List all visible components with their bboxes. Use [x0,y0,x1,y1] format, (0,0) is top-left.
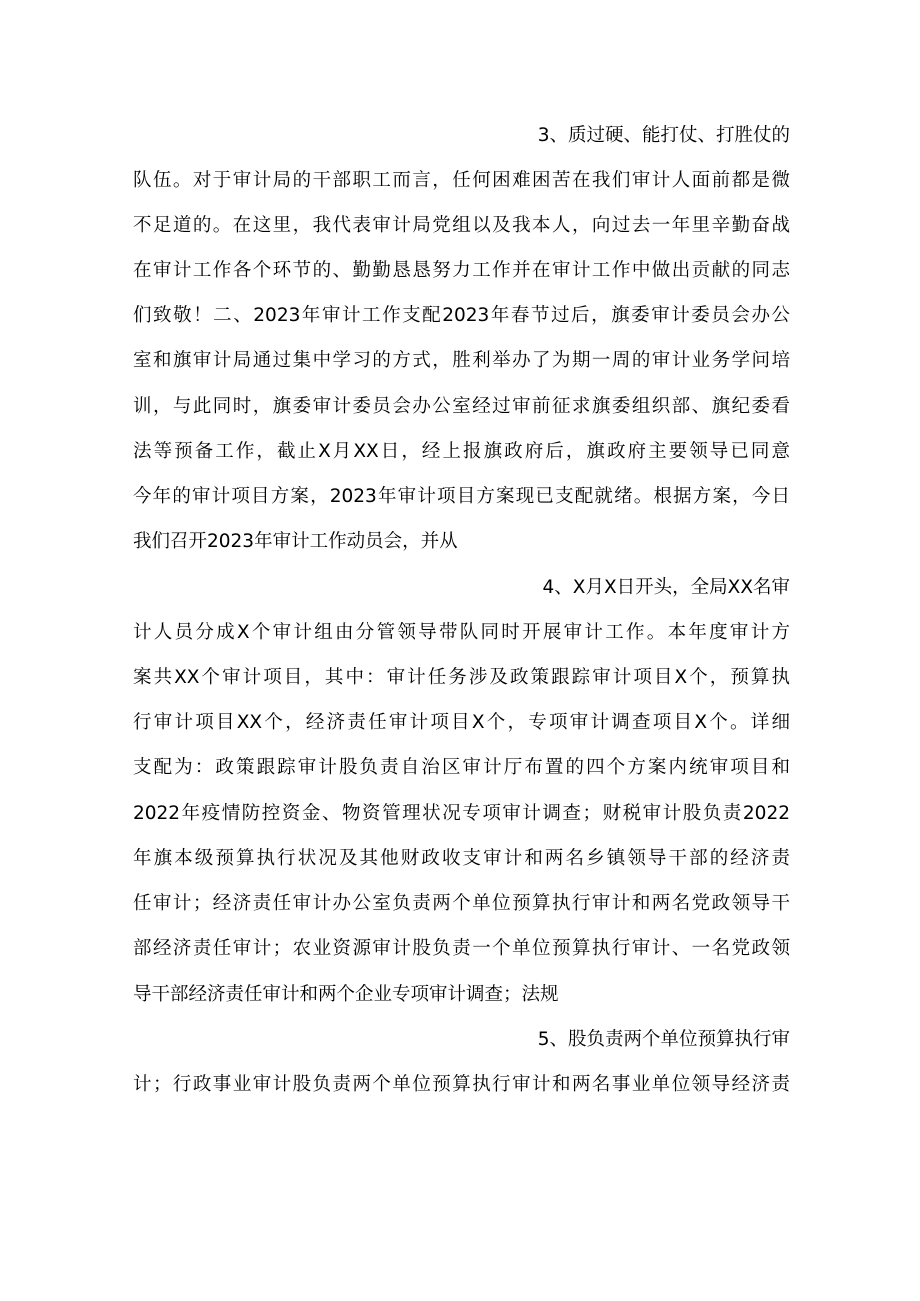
paragraph-line: 今年的审计项目方案，2023年审计项目方案现已支配就绪。根据方案，今日 [133,486,790,507]
paragraph-line: 案共XX个审计项目，其中：审计任务涉及政策跟踪审计项目X个，预算执 [133,667,790,688]
paragraph-line: 计人员分成X个审计组由分管领导带队同时开展审计工作。本年度审计方 [133,622,790,643]
paragraph-line: 任审计；经济责任审计办公室负责两个单位预算执行审计和两名党政领导干 [133,893,790,914]
paragraph-line: 部经济责任审计；农业资源审计股负责一个单位预算执行审计、一名党政领 [133,938,790,959]
paragraph-line: 们致敬！二、2023年审计工作支配2023年春节过后，旗委审计委员会办公 [133,305,790,326]
paragraph-line: 年旗本级预算执行状况及其他财政收支审计和两名乡镇领导干部的经济责 [133,848,790,869]
paragraph-line: 室和旗审计局通过集中学习的方式，胜利举办了为期一周的审计业务学问培 [133,350,790,371]
paragraph-line: 5、股负责两个单位预算执行审 [537,1029,790,1050]
paragraph-line: 3、质过硬、能打仗、打胜仗的 [537,125,790,146]
paragraph-line: 行审计项目XX个，经济责任审计项目X个，专项审计调查项目X个。详细 [133,712,790,733]
paragraph-line: 法等预备工作，截止X月XX日，经上报旗政府后，旗政府主要领导已同意 [133,441,790,462]
paragraph-line: 2022年疫情防控资金、物资管理状况专项审计调查；财税审计股负责2022 [133,803,790,824]
paragraph-line: 在审计工作各个环节的、勤勤恳恳努力工作并在审计工作中做出贡献的同志 [133,260,790,281]
paragraph-line: 支配为：政策跟踪审计股负责自治区审计厅布置的四个方案内统审项目和 [133,757,790,778]
paragraph-line: 我们召开2023年审计工作动员会，并从 [133,531,458,552]
paragraph-line: 计；行政事业审计股负责两个单位预算执行审计和两名事业单位领导经济责 [133,1074,790,1095]
paragraph-line: 4、X月X日开头，全局XX名审 [542,577,790,598]
paragraph-line: 导干部经济责任审计和两个企业专项审计调查；法规 [133,984,559,1005]
paragraph-line: 训，与此同时，旗委审计委员会办公室经过审前征求旗委组织部、旗纪委看 [133,396,790,417]
paragraph-line: 队伍。对于审计局的干部职工而言，任何困难困苦在我们审计人面前都是微 [133,170,790,191]
paragraph-line: 不足道的。在这里，我代表审计局党组以及我本人，向过去一年里辛勤奋战 [133,215,790,236]
